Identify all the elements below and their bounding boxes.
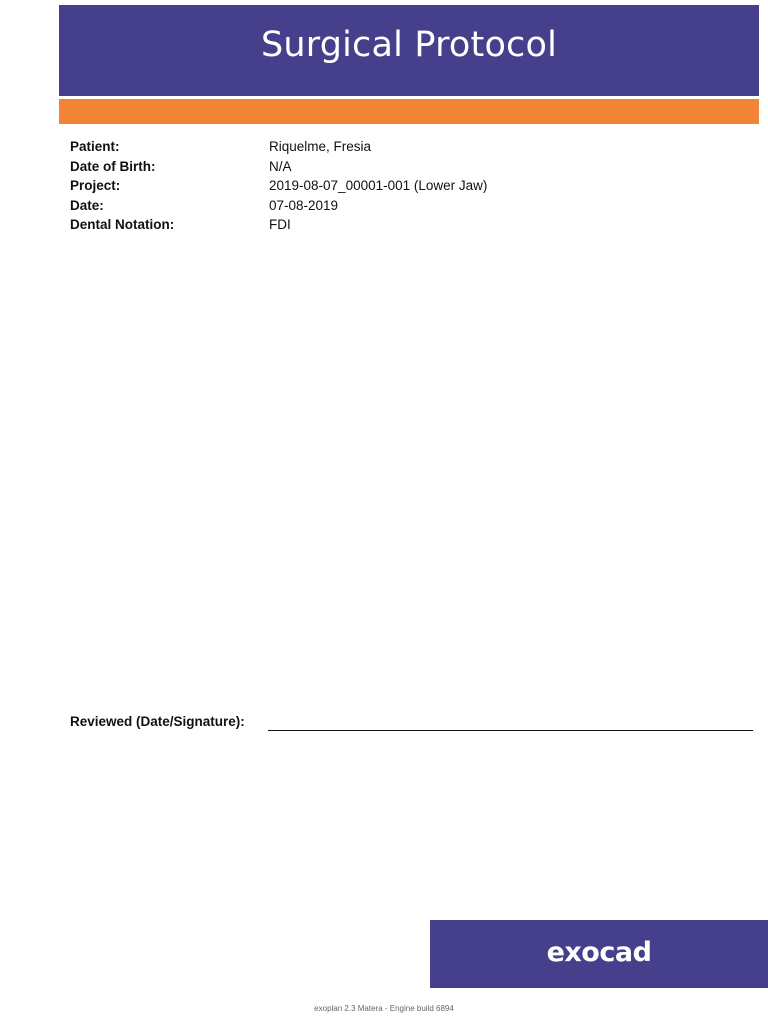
date-value: 07-08-2019 (269, 197, 339, 213)
project-value: 2019-08-07_00001-001 (Lower Jaw) (269, 178, 488, 193)
date-of-birth-value: N/A (269, 158, 292, 174)
info-row-dental-notation (70, 215, 720, 235)
date-label: Date: (70, 197, 104, 213)
info-row-date (70, 196, 720, 216)
date-of-birth-label: Date of Birth: (70, 158, 156, 174)
exocad-logo (430, 920, 768, 988)
info-row-project (70, 176, 720, 196)
footer-build-info: exoplan 2.3 Matera - Engine build 6894 (314, 1004, 454, 1013)
project-label: Project: (70, 178, 121, 193)
logo-text: exocad (546, 937, 652, 968)
patient-info-table (70, 137, 720, 235)
info-row-date-of-birth (70, 157, 720, 177)
signature-line (268, 730, 753, 731)
patient-value: Riquelme, Fresia (269, 139, 372, 154)
accent-band (59, 99, 759, 124)
reviewed-label: Reviewed (Date/Signature): (70, 714, 245, 729)
patient-label: Patient: (70, 139, 120, 154)
info-row-patient (70, 137, 720, 157)
page-title: Surgical Protocol (260, 25, 558, 65)
dental-notation-label: Dental Notation: (70, 217, 175, 232)
review-signature-section (70, 712, 754, 734)
header-band (59, 5, 759, 96)
dental-notation-value: FDI (269, 217, 291, 232)
